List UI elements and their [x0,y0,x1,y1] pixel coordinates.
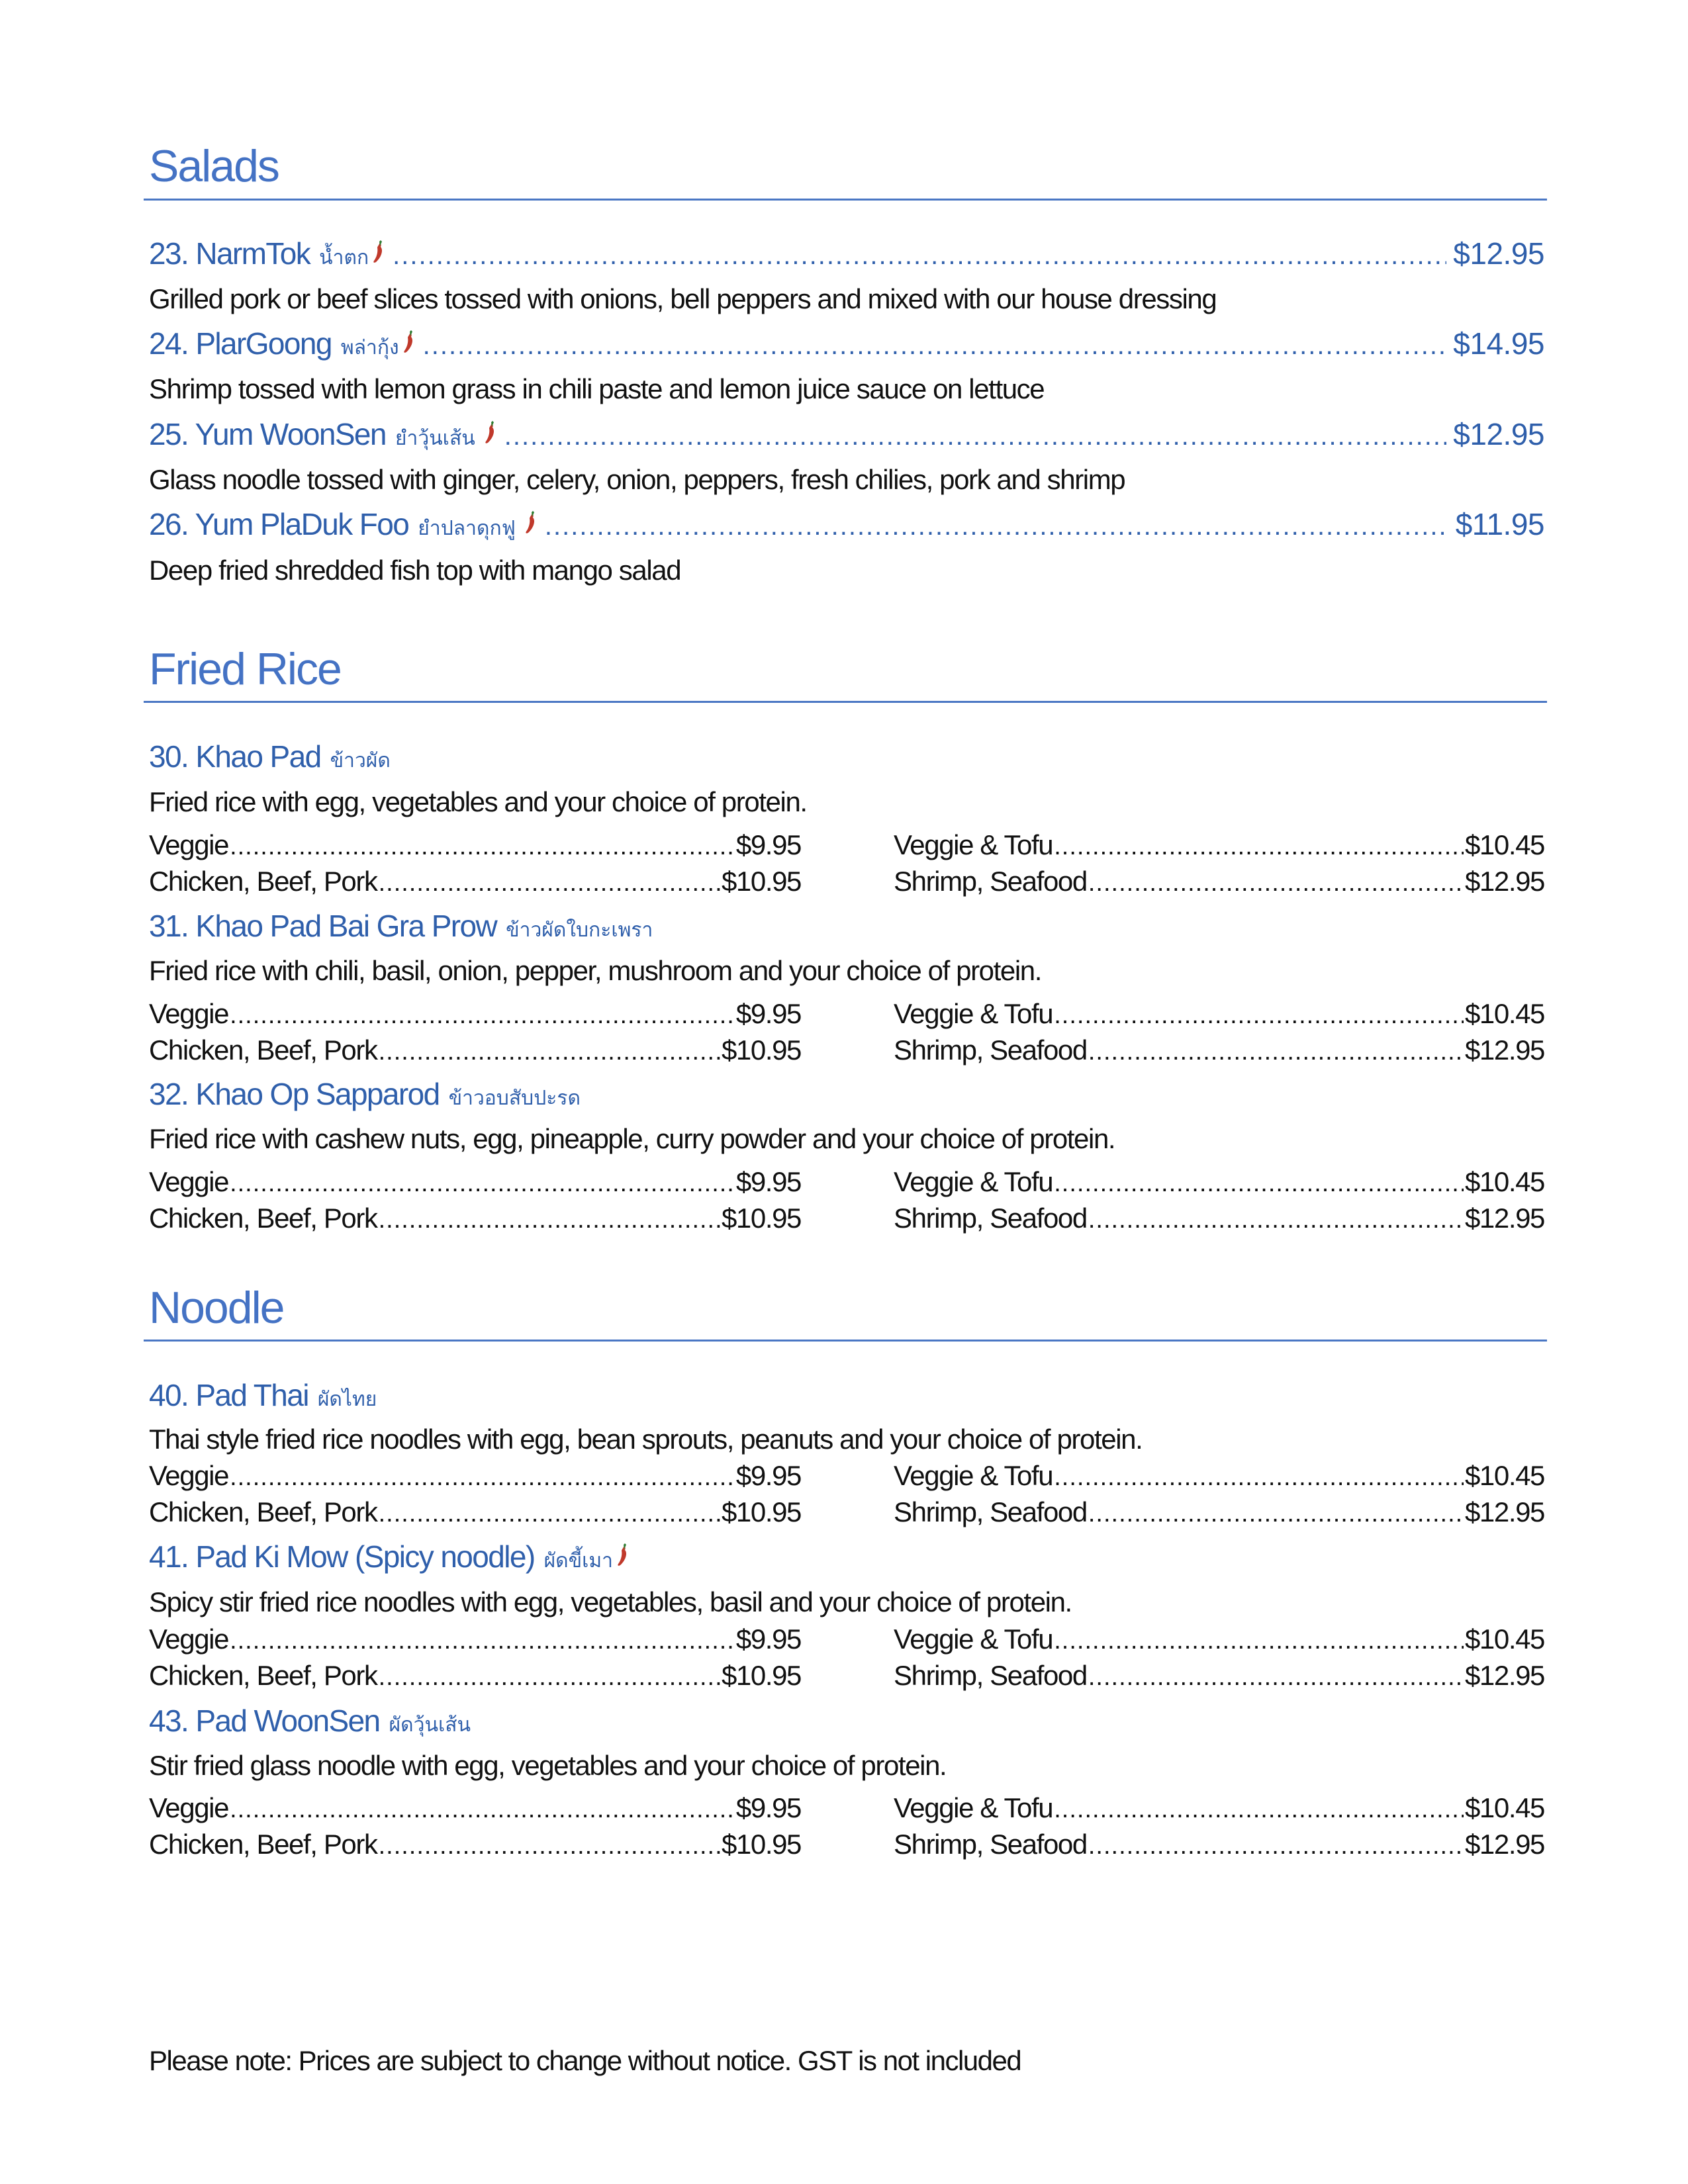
chili-spicy-icon [371,240,385,264]
price-row-meat [149,1496,801,1528]
dot-leader [230,833,735,861]
protein-price: $9.95 [735,829,801,860]
menu-item-26 [149,506,1544,544]
menu-item-41 [149,1539,1544,1576]
protein-label: Veggie [149,1623,229,1655]
dot-leader [379,1500,720,1528]
protein-label: Veggie & Tofu [894,1460,1053,1491]
protein-price: $9.95 [735,998,801,1029]
item-price: $14.95 [1453,326,1544,361]
protein-label: Chicken, Beef, Pork [149,1660,377,1691]
protein-label: Chicken, Beef, Pork [149,1203,377,1234]
item-name: 41. Pad Ki Mow (Spicy noodle) [149,1539,535,1574]
protein-label: Veggie & Tofu [894,1792,1053,1823]
dot-leader [504,422,1447,451]
price-row-seafood [894,1203,1544,1234]
protein-price: $12.95 [1464,1829,1544,1860]
protein-label: Shrimp, Seafood [894,1496,1087,1527]
protein-price: $10.95 [721,1829,801,1860]
protein-price: $10.45 [1464,1460,1544,1491]
menu-item-31 [149,908,1544,946]
price-row-meat [149,1660,801,1692]
protein-price: $12.95 [1464,1660,1544,1691]
dot-leader [1088,1206,1464,1234]
footer-note: Please note: Prices are subject to change without notice. GST is not included [149,2045,1021,2076]
protein-label: Chicken, Beef, Pork [149,1829,377,1860]
price-row-seafood [894,1496,1544,1528]
protein-label: Veggie [149,998,229,1029]
protein-price: $12.95 [1464,1496,1544,1527]
price-row-seafood [894,1660,1544,1692]
menu-item-32 [149,1076,1544,1114]
protein-price: $10.95 [721,1203,801,1234]
menu-item-24 [149,326,1544,363]
price-row-meat [149,1034,801,1066]
item-thai-name: ข้าวผัด [330,749,391,772]
protein-label: Veggie [149,829,229,860]
item-thai-name: ผัดไทย [317,1388,377,1411]
item-name: 43. Pad WoonSen [149,1704,380,1738]
protein-price: $12.95 [1464,866,1544,897]
protein-label: Veggie [149,1792,229,1823]
dot-leader [379,1832,720,1860]
price-row-veggie-tofu [894,998,1544,1030]
protein-label: Shrimp, Seafood [894,1203,1087,1234]
dot-leader [1054,1001,1464,1030]
price-row-veggie [149,1623,801,1655]
protein-label: Shrimp, Seafood [894,1034,1087,1066]
item-description: Shrimp tossed with lemon grass in chili paste and lemon juice sauce on lettuce [149,373,1045,404]
item-description: Fried rice with egg, vegetables and your choice of protein. [149,786,807,817]
price-row-veggie [149,1460,801,1492]
item-price: $12.95 [1453,417,1544,451]
item-thai-name: ผัดขี้เมา [543,1549,614,1572]
protein-price: $9.95 [735,1166,801,1197]
price-row-veggie [149,998,801,1030]
protein-price: $9.95 [735,1623,801,1655]
dot-leader [1088,1500,1464,1528]
price-row-meat [149,1829,801,1860]
item-description: Fried rice with chili, basil, onion, pepper, mushroom and your choice of protein. [149,955,1042,986]
menu-item-23 [149,236,1544,273]
protein-price: $10.45 [1464,1623,1544,1655]
item-thai-name: ข้าวอบสับปะรด [448,1087,581,1110]
protein-label: Veggie & Tofu [894,1623,1053,1655]
dot-leader [1088,1663,1464,1692]
item-name: 30. Khao Pad [149,739,321,774]
item-description: Spicy stir fried rice noodles with egg, vegetables, basil and your choice of protein. [149,1586,1072,1617]
dot-leader [230,1463,735,1492]
protein-price: $12.95 [1464,1034,1544,1066]
protein-label: Shrimp, Seafood [894,866,1087,897]
item-description: Stir fried glass noodle with egg, vegetables and your choice of protein. [149,1750,947,1781]
protein-price: $10.95 [721,866,801,897]
dot-leader [1054,1627,1464,1655]
dot-leader [379,1206,720,1234]
protein-price: $10.95 [721,1496,801,1527]
item-name: 24. PlarGoong [149,326,332,361]
price-row-meat [149,866,801,897]
menu-item-25 [149,416,1544,454]
dot-leader [1088,1038,1464,1066]
dot-leader [393,241,1446,271]
dot-leader [1054,1463,1464,1492]
price-row-veggie-tofu [894,1623,1544,1655]
price-row-veggie-tofu [894,1792,1544,1824]
protein-label: Chicken, Beef, Pork [149,1034,377,1066]
dot-leader [379,1038,720,1066]
menu-item-43 [149,1703,1544,1741]
protein-price: $10.45 [1464,998,1544,1029]
section-title-fried-rice: Fried Rice [149,644,341,694]
dot-leader [423,331,1447,361]
protein-label: Veggie & Tofu [894,829,1053,860]
section-divider [144,1340,1547,1342]
protein-label: Shrimp, Seafood [894,1829,1087,1860]
dot-leader [545,512,1449,541]
dot-leader [379,869,720,897]
dot-leader [230,1627,735,1655]
price-row-veggie-tofu [894,1460,1544,1492]
item-thai-name: พล่ากุ้ง [340,336,399,359]
chili-spicy-icon [402,330,415,354]
dot-leader [1088,869,1464,897]
item-thai-name: ผัดวุ้นเส้น [389,1713,471,1737]
item-price: $12.95 [1453,236,1544,271]
menu-item-40 [149,1377,1544,1415]
price-row-veggie-tofu [894,829,1544,861]
price-row-veggie [149,829,801,861]
protein-price: $10.45 [1464,1792,1544,1823]
item-description: Fried rice with cashew nuts, egg, pineapple, curry powder and your choice of protein. [149,1123,1115,1154]
protein-label: Chicken, Beef, Pork [149,866,377,897]
chili-spicy-icon [616,1543,629,1567]
section-divider [144,701,1547,703]
chili-spicy-icon [524,511,537,535]
item-thai-name: ยำวุ้นเส้น [395,427,475,450]
protein-label: Chicken, Beef, Pork [149,1496,377,1527]
item-name: 26. Yum PlaDuk Foo [149,507,409,541]
section-title-noodle: Noodle [149,1283,284,1333]
menu-item-30 [149,739,1544,776]
dot-leader [379,1663,720,1692]
dot-leader [1054,833,1464,861]
item-name: 40. Pad Thai [149,1378,308,1412]
protein-price: $9.95 [735,1460,801,1491]
section-divider [144,199,1547,201]
protein-label: Shrimp, Seafood [894,1660,1087,1691]
price-row-veggie [149,1166,801,1198]
protein-price: $9.95 [735,1792,801,1823]
item-price: $11.95 [1455,507,1544,541]
protein-label: Veggie & Tofu [894,1166,1053,1197]
price-row-seafood [894,1829,1544,1860]
price-row-seafood [894,1034,1544,1066]
dot-leader [1088,1832,1464,1860]
item-name: 31. Khao Pad Bai Gra Prow [149,909,497,943]
item-thai-name: น้ำตก [319,246,369,269]
item-description: Thai style fried rice noodles with egg, bean sprouts, peanuts and your choice of protein. [149,1424,1143,1455]
item-name: 32. Khao Op Sapparod [149,1077,440,1111]
item-thai-name: ข้าวผัดใบกะเพรา [506,919,653,942]
price-row-seafood [894,866,1544,897]
item-thai-name: ยำปลาดุกฟู [418,517,516,540]
protein-label: Veggie [149,1166,229,1197]
dot-leader [230,1001,735,1030]
item-name: 25. Yum WoonSen [149,417,386,451]
price-row-veggie-tofu [894,1166,1544,1198]
dot-leader [1054,1169,1464,1198]
item-name: 23. NarmTok [149,236,310,271]
protein-price: $10.45 [1464,829,1544,860]
protein-label: Veggie & Tofu [894,998,1053,1029]
chili-spicy-icon [483,421,496,445]
item-description: Deep fried shredded fish top with mango salad [149,555,681,586]
item-description: Glass noodle tossed with ginger, celery, onion, peppers, fresh chilies, pork and shrimp [149,464,1125,495]
item-description: Grilled pork or beef slices tossed with onions, bell peppers and mixed with our house dressing [149,283,1217,314]
protein-price: $10.95 [721,1660,801,1691]
section-title-salads: Salads [149,141,279,191]
price-row-veggie [149,1792,801,1824]
price-row-meat [149,1203,801,1234]
dot-leader [230,1796,735,1824]
protein-price: $10.45 [1464,1166,1544,1197]
dot-leader [230,1169,735,1198]
protein-price: $10.95 [721,1034,801,1066]
protein-price: $12.95 [1464,1203,1544,1234]
dot-leader [1054,1796,1464,1824]
protein-label: Veggie [149,1460,229,1491]
